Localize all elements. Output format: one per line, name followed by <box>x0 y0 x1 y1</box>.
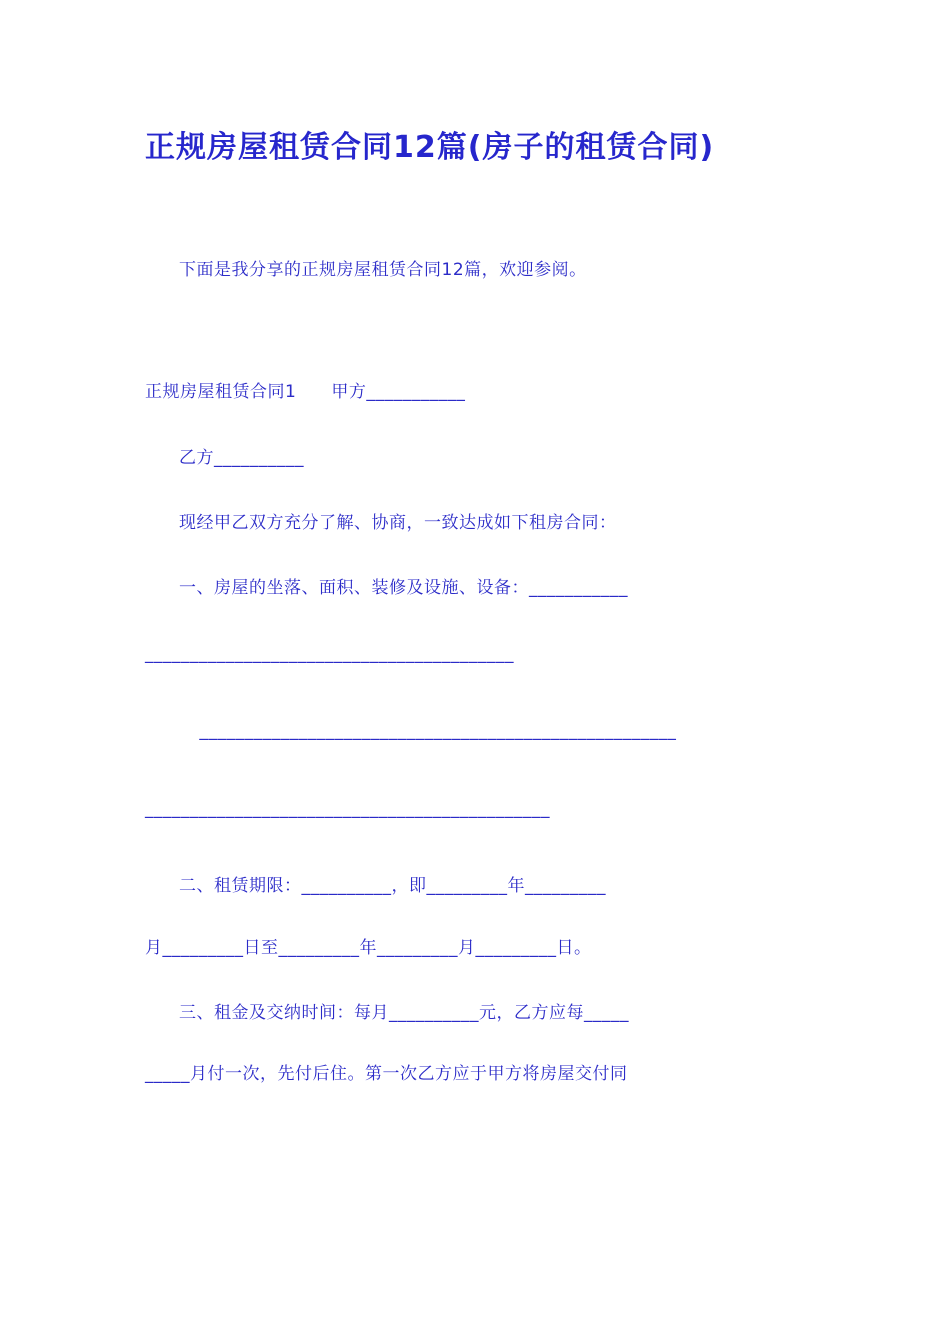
contract-paragraph-4: 一、房屋的坐落、面积、装修及设施、设备：___________ <box>179 578 628 599</box>
document-intro: 下面是我分享的正规房屋租赁合同12篇，欢迎参阅。 <box>179 259 587 280</box>
contract-paragraph-6: _____________________________________________________ <box>199 721 677 742</box>
contract-paragraph-10: 三、租金及交纳时间：每月__________元，乙方应每_____ <box>179 1003 629 1024</box>
contract-paragraph-8: 二、租赁期限：__________，即_________年_________ <box>179 876 606 897</box>
contract-paragraph-11: _____月付一次，先付后住。第一次乙方应于甲方将房屋交付同 <box>145 1064 628 1085</box>
contract-paragraph-9: 月_________日至_________年_________月_________日。 <box>145 937 592 958</box>
contract-paragraph-2: 乙方__________ <box>179 447 304 468</box>
contract-paragraph-1: 正规房屋租赁合同1 甲方___________ <box>145 382 466 403</box>
contract-paragraph-3: 现经甲乙双方充分了解、协商，一致达成如下租房合同： <box>179 512 617 533</box>
contract-paragraph-5: _________________________________________ <box>145 643 514 664</box>
document-body <box>145 377 805 1091</box>
contract-paragraph-7: _____________________________________________ <box>145 798 550 819</box>
page-title: 正规房屋租赁合同12篇(房子的租赁合同) <box>145 130 715 165</box>
